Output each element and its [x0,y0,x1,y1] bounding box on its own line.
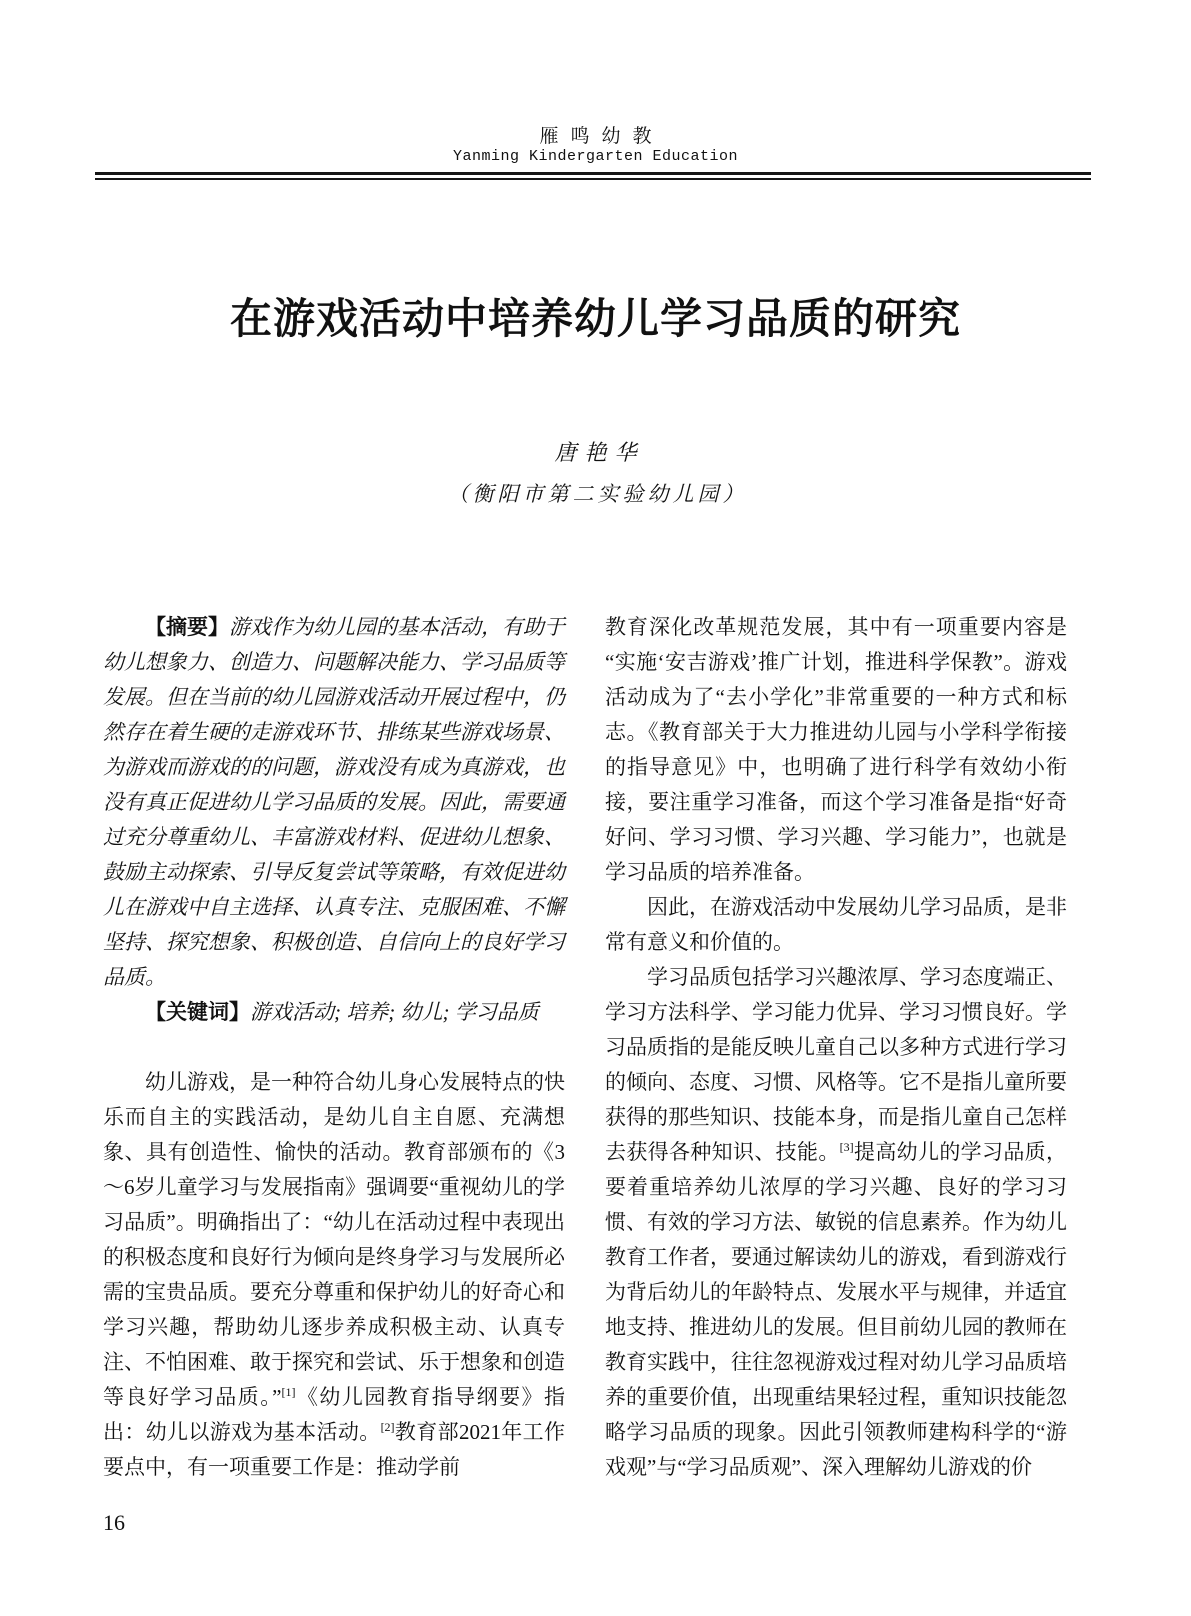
keywords-text: 游戏活动; 培养; 幼儿; 学习品质 [250,1000,539,1024]
citation-ref: [2] [380,1420,395,1434]
page-number: 16 [103,1510,125,1535]
left-column [103,610,565,1485]
citation-ref: [3] [839,1140,854,1154]
text-segment: 幼儿游戏，是一种符合幼儿身心发展特点的快乐而自主的实践活动，是幼儿自主自愿、充满想象、具有创造性、愉快的活动。教育部颁布的《3～6岁儿童学习与发展指南》强调要“重视幼儿的学习品质”。明确指出了：“幼儿在活动过程中表现出的积极态度和良好行为倾向是终身学习与发展所必需的宝贵品质。要充分尊重和保护幼儿的好奇心和学习兴趣，帮助幼儿逐步养成积极主动、认真专注、不怕困难、敢于探究和尝试、乐于想象和创造等良好学习品质。” [103,1070,565,1409]
abstract-paragraph [103,610,565,995]
journal-title-cn: 雁鸣幼教 [539,126,664,147]
keywords-label: 【关键词】 [145,1001,250,1024]
article-author: 唐艳华 [554,440,645,465]
body-paragraph-right-2 [605,890,1067,960]
text-segment: 教育深化改革规范发展，其中有一项重要内容是“实施‘安吉游戏’推广计划，推进科学保教”。游戏活动成为了“去小学化”非常重要的一种方式和标志。《教育部关于大力推进幼儿园与小学科学衔接的指导意见》中，也明确了进行科学有效幼小衔接，要注重学习准备，而这个学习准备是指“好奇好问、学习习惯、学习兴趣、学习能力”，也就是学习品质的培养准备。 [605,615,1067,884]
text-segment: 教育部2021年工作要点中，有一项重要工作是：推动学前 [103,1420,566,1479]
text-segment: 因此，在游戏活动中发展幼儿学习品质，是非常有意义和价值的。 [605,895,1067,954]
article-title: 在游戏活动中培养幼儿学习品质的研究 [229,297,961,343]
text-segment: 《幼儿园教育指导纲要》指出：幼儿以游戏为基本活动。 [103,1385,566,1444]
body-columns [103,610,1067,1485]
abstract-label: 【摘要】 [145,616,229,639]
keywords-paragraph [103,995,565,1030]
header-divider-rule [95,172,1091,180]
journal-title-en: Yanming Kindergarten Education [452,148,739,165]
text-segment: 学习品质包括学习兴趣浓厚、学习态度端正、学习方法科学、学习能力优异、学习习惯良好。学习品质指的是能反映儿童自己以多种方式进行学习的倾向、态度、习惯、风格等。它不是指儿童所要获得的那些知识、技能本身，而是指儿童自己怎样去获得各种知识、技能。 [605,965,1067,1164]
abstract-text: 游戏作为幼儿园的基本活动，有助于幼儿想象力、创造力、问题解决能力、学习品质等发展。但在当前的幼儿园游戏活动开展过程中，仍然存在着生硬的走游戏环节、排练某些游戏场景、为游戏而游戏的的问题，游戏没有成为真游戏，也没有真正促进幼儿学习品质的发展。因此，需要通过充分尊重幼儿、丰富游戏材料、促进幼儿想象、鼓励主动探索、引导反复尝试等策略，有效促进幼儿在游戏中自主选择、认真专注、克服困难、不懈坚持、探究想象、积极创造、自信向上的良好学习品质。 [103,615,565,989]
body-paragraph-right-1 [605,610,1067,890]
text-segment: 提高幼儿的学习品质，要着重培养幼儿浓厚的学习兴趣、良好的学习习惯、有效的学习方法、敏锐的信息素养。作为幼儿教育工作者，要通过解读幼儿的游戏，看到游戏行为背后幼儿的年龄特点、发展水平与规律，并适宜地支持、推进幼儿的发展。但目前幼儿园的教师在教育实践中，往往忽视游戏过程对幼儿学习品质培养的重要价值，出现重结果轻过程，重知识技能忽略学习品质的现象。因此引领教师建构科学的“游戏观”与“学习品质观”、深入理解幼儿游戏的价 [605,1140,1068,1479]
citation-ref: [1] [281,1385,296,1399]
body-paragraph-left-1 [103,1065,565,1485]
right-column [605,610,1067,1485]
body-paragraph-right-3 [605,960,1067,1485]
article-affiliation: （衡阳市第二实验幼儿园） [447,482,748,506]
